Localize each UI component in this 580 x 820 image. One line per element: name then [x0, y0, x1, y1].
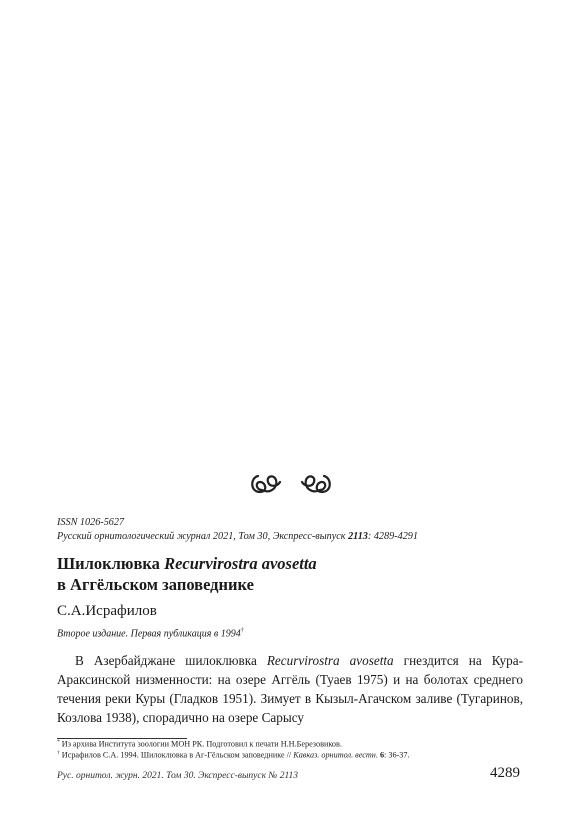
- page-footer: Рус. орнитол. журн. 2021. Том 30. Экспресс-выпуск № 2113: [57, 771, 299, 781]
- footnote-2: † Исрафилов С.А. 1994. Шилоклювка в Аг-Гёльском заповеднике // Кавказ. орнитол. вестн. 6: 36-37.: [57, 750, 410, 760]
- fleuron-ornament: [246, 468, 336, 500]
- issn-line: ISSN 1026-5627: [57, 517, 125, 528]
- issue-number: 2113: [348, 531, 368, 542]
- species-name: Recurvirostra avosetta: [266, 653, 394, 668]
- article-body: [57, 651, 523, 727]
- author-name: С.А.Исрафилов: [57, 603, 157, 619]
- species-name: Recurvirostra avosetta: [164, 554, 317, 573]
- journal-citation: Русский орнитологический журнал 2021, Том 30, Экспресс-выпуск 2113: 4289-4291: [57, 531, 418, 542]
- page-number: 4289: [490, 765, 520, 781]
- fleuron-left-icon: [252, 476, 280, 492]
- fleuron-right-icon: [302, 476, 330, 492]
- edition-note: Второе издание. Первая публикация в 1994†: [57, 628, 244, 640]
- footnote-1: * Из архива Института зоологии МОН РК. Подготовил к печати Н.Н.Березовиков.: [57, 739, 342, 749]
- footnote-mark: †: [240, 628, 244, 634]
- article-title: Шилоклювка Recurvirostra avosetta в Аггёльском заповеднике: [57, 554, 317, 594]
- paragraph: В Азербайджане шилоклювка Recurvirostra avosetta гнездится на Кура-Араксинской низменности: на озере Аггёль (Туаев 1975) и на болотах среднего течения реки Куры (Гладков 1951). Зимует в Кызыл-Агачском заливе (Тугаринов, Козлова 1938), спорадично на озере Сарысу: [57, 653, 523, 725]
